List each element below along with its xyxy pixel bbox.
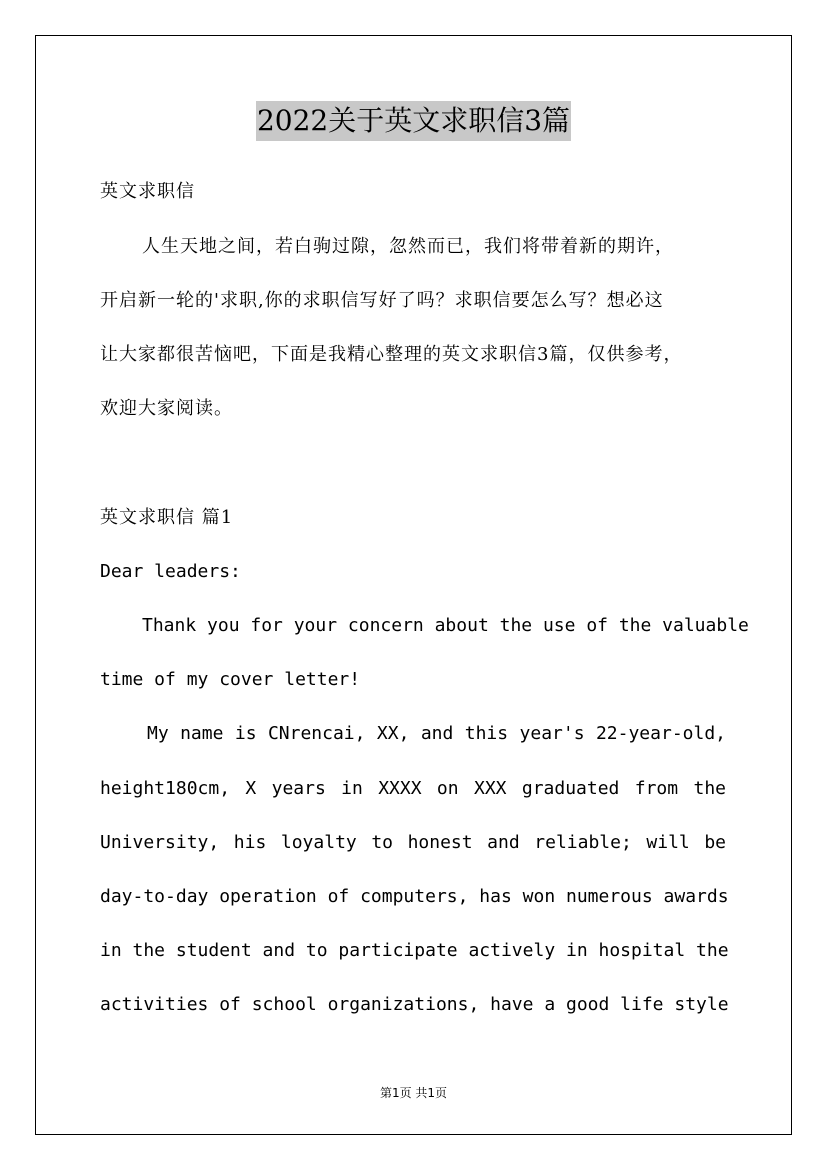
document-title: 2022关于英文求职信3篇 — [256, 101, 571, 141]
body-line-1: Thank you for your concern about the use of the valuable — [142, 615, 749, 636]
article-heading: 英文求职信 篇1 — [100, 507, 234, 528]
body-line-5: University, his loyalty to honest and reliable; will be — [100, 832, 726, 853]
section-heading: 英文求职信 — [100, 181, 195, 202]
body-line-4: height180cm, X years in XXXX on XXX graduated from the — [100, 778, 726, 799]
page-footer: 第1页 共1页 — [379, 1086, 448, 1100]
title-container — [0, 101, 827, 141]
body-line-3: My name is CNrencai, XX, and this year's 22-year-old, — [147, 723, 726, 744]
body-line-6: day-to-day operation of computers, has won numerous awards — [100, 886, 729, 907]
body-line-8: activities of school organizations, have a good life style — [100, 994, 729, 1015]
intro-line-4: 欢迎大家阅读。 — [100, 398, 233, 419]
intro-line-2: 开启新一轮的'求职,你的求职信写好了吗？求职信要怎么写？想必这 — [100, 290, 664, 311]
body-line-2: time of my cover letter! — [100, 669, 361, 690]
body-line-7: in the student and to participate actively in hospital the — [100, 940, 729, 961]
intro-line-1: 人生天地之间，若白驹过隙，忽然而已，我们将带着新的期许， — [142, 236, 674, 257]
intro-line-3: 让大家都很苦恼吧，下面是我精心整理的英文求职信3篇，仅供参考， — [100, 344, 683, 365]
salutation: Dear leaders: — [100, 561, 241, 582]
